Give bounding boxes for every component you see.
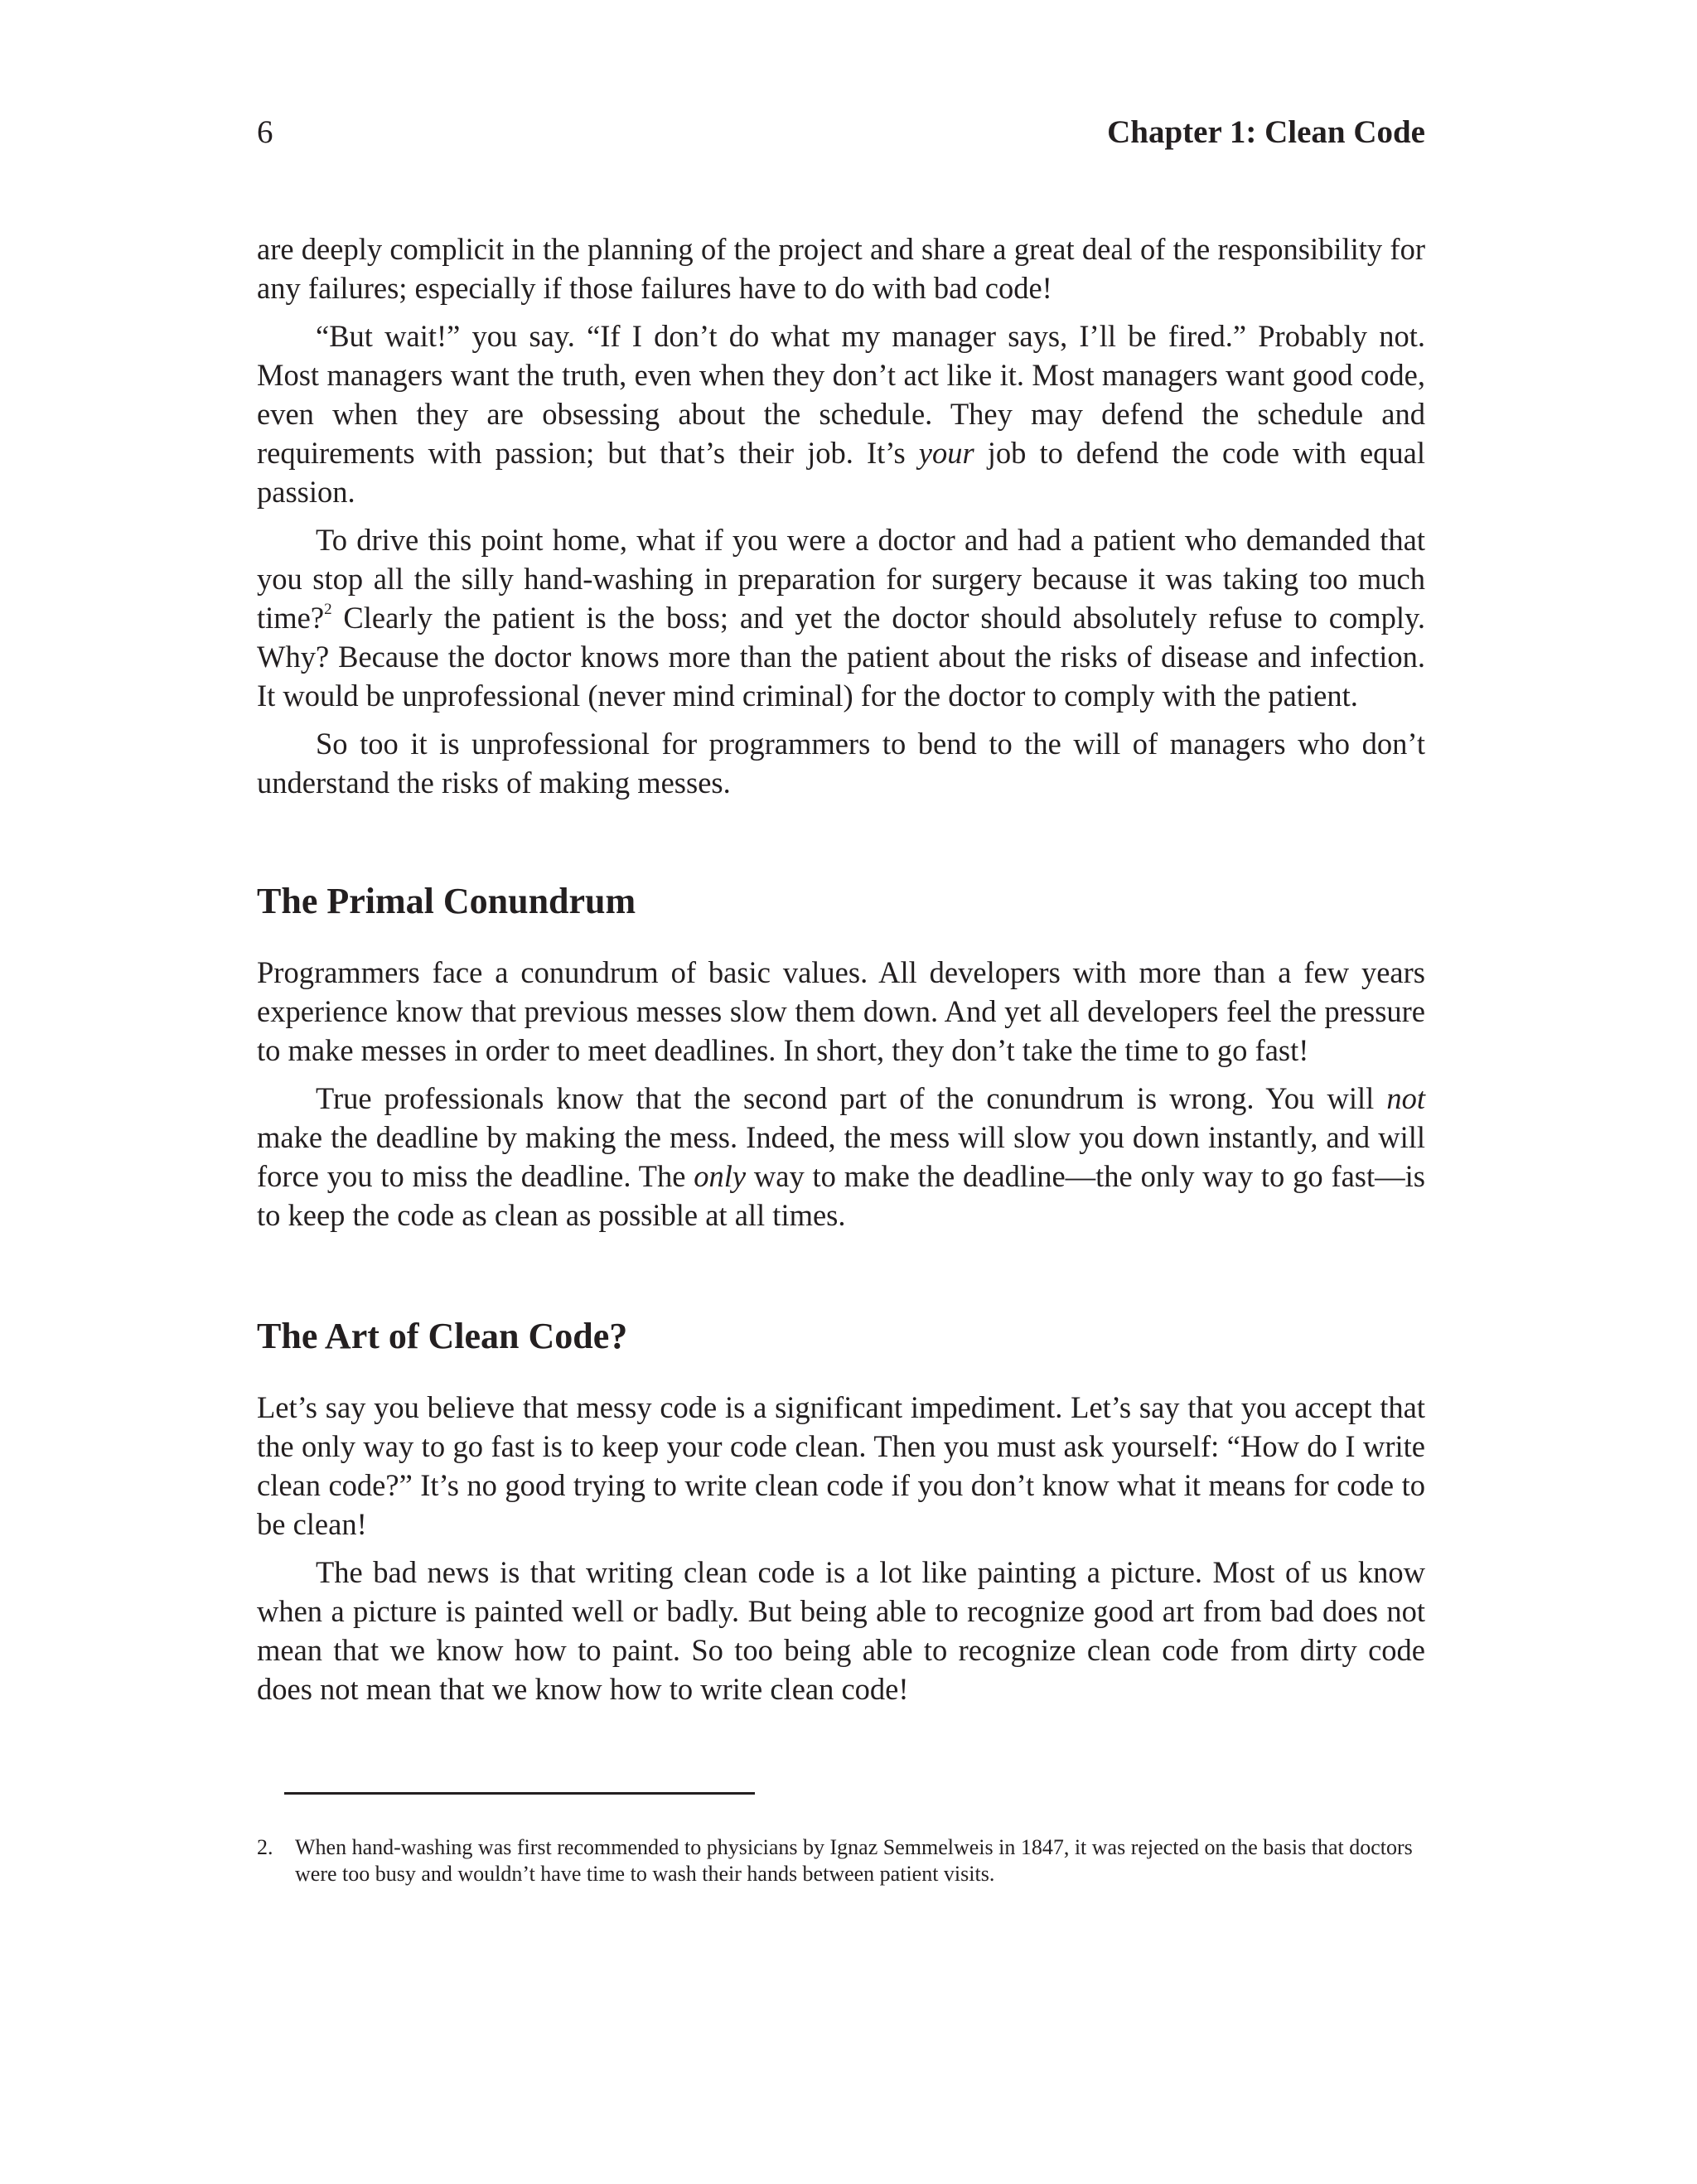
intro-paragraph-2-text-b: job to defend the code with equal passion.	[257, 436, 1425, 509]
footnote-number: 2.	[257, 1835, 273, 1859]
intro-paragraph-3	[257, 520, 1425, 715]
running-header	[257, 109, 1425, 156]
intro-paragraph-1: are deeply complicit in the planning of the project and share a great deal of the responsibility for any failures; especially if those failures have to do with bad code!	[257, 232, 1425, 305]
primal-paragraph-2	[257, 1079, 1425, 1235]
section-heading-art-of-clean-code: The Art of Clean Code?	[257, 1316, 628, 1356]
primal-paragraph-2-text-c: way to make the deadline—the only way to go fast—is to keep the code as clean as possible at all times.	[257, 1159, 1425, 1232]
page-number: 6	[257, 114, 273, 150]
footnote-divider	[284, 1792, 755, 1795]
intro-text	[257, 230, 1425, 802]
section-art-of-clean-code	[257, 1313, 1425, 1360]
section-primal-conundrum-body	[257, 953, 1425, 1235]
intro-paragraph-4: So too it is unprofessional for programmers to bend to the will of managers who don’t understand the risks of making messes.	[257, 727, 1425, 800]
intro-paragraph-2-emphasis: your	[918, 436, 974, 470]
footnote-reference[interactable]: 2	[324, 601, 332, 618]
intro-paragraph-3-text-b: Clearly the patient is the boss; and yet the doctor should absolutely refuse to comply. Why? Because the doctor knows more than the patient about the risks of disease and infection. It would be unprofessional (never mind criminal) for the doctor to comply with the patient.	[257, 601, 1425, 713]
primal-paragraph-2-text-a: True professionals know that the second part of the conundrum is wrong. You will	[316, 1081, 1387, 1115]
footnote-text: When hand-washing was first recommended to physicians by Ignaz Semmelweis in 1847, it was rejected on the basis that doctors were too busy and wouldn’t have time to wash their hands between patient visits.	[295, 1835, 1413, 1886]
art-paragraph-1: Let’s say you believe that messy code is a significant impediment. Let’s say that you accept that the only way to go fast is to keep your code clean. Then you must ask yourself: “How do I write clean code?” It’s no good trying to write clean code if you don’t know what it means for code to be clean!	[257, 1390, 1425, 1541]
section-primal-conundrum	[257, 878, 1425, 925]
section-heading-primal-conundrum: The Primal Conundrum	[257, 881, 636, 921]
footnote	[257, 1834, 1425, 1887]
art-paragraph-2: The bad news is that writing clean code is a lot like painting a picture. Most of us know when a picture is painted well or badly. But being able to recognize good art from bad does not mean that we know how to paint. So too being able to recognize clean code from dirty code does not mean that we know how to write clean code!	[257, 1555, 1425, 1706]
primal-paragraph-2-emphasis-2: only	[694, 1159, 747, 1193]
primal-paragraph-2-text-b: make the deadline by making the mess. Indeed, the mess will slow you down instantly, and will force you to miss the deadline. The	[257, 1120, 1425, 1193]
section-art-of-clean-code-body	[257, 1388, 1425, 1708]
intro-paragraph-2	[257, 316, 1425, 511]
intro-paragraph-2-text-a: “But wait!” you say. “If I don’t do what my manager says, I’ll be fired.” Probably not. Most managers want the truth, even when they don’t act like it. Most managers want good code, even when they are obsessing about the schedule. They may defend the schedule and requirements with passion; but that’s their job. It’s	[257, 319, 1425, 470]
intro-paragraph-3-text-a: To drive this point home, what if you were a doctor and had a patient who demanded that you stop all the silly hand-washing in preparation for surgery because it was taking too much time?	[257, 523, 1425, 635]
primal-paragraph-2-emphasis-1: not	[1386, 1081, 1425, 1115]
chapter-title: Chapter 1: Clean Code	[1107, 114, 1425, 150]
primal-paragraph-1: Programmers face a conundrum of basic values. All developers with more than a few years experience know that previous messes slow them down. And yet all developers feel the pressure to make messes in order to meet deadlines. In short, they don’t take the time to go fast!	[257, 955, 1425, 1067]
